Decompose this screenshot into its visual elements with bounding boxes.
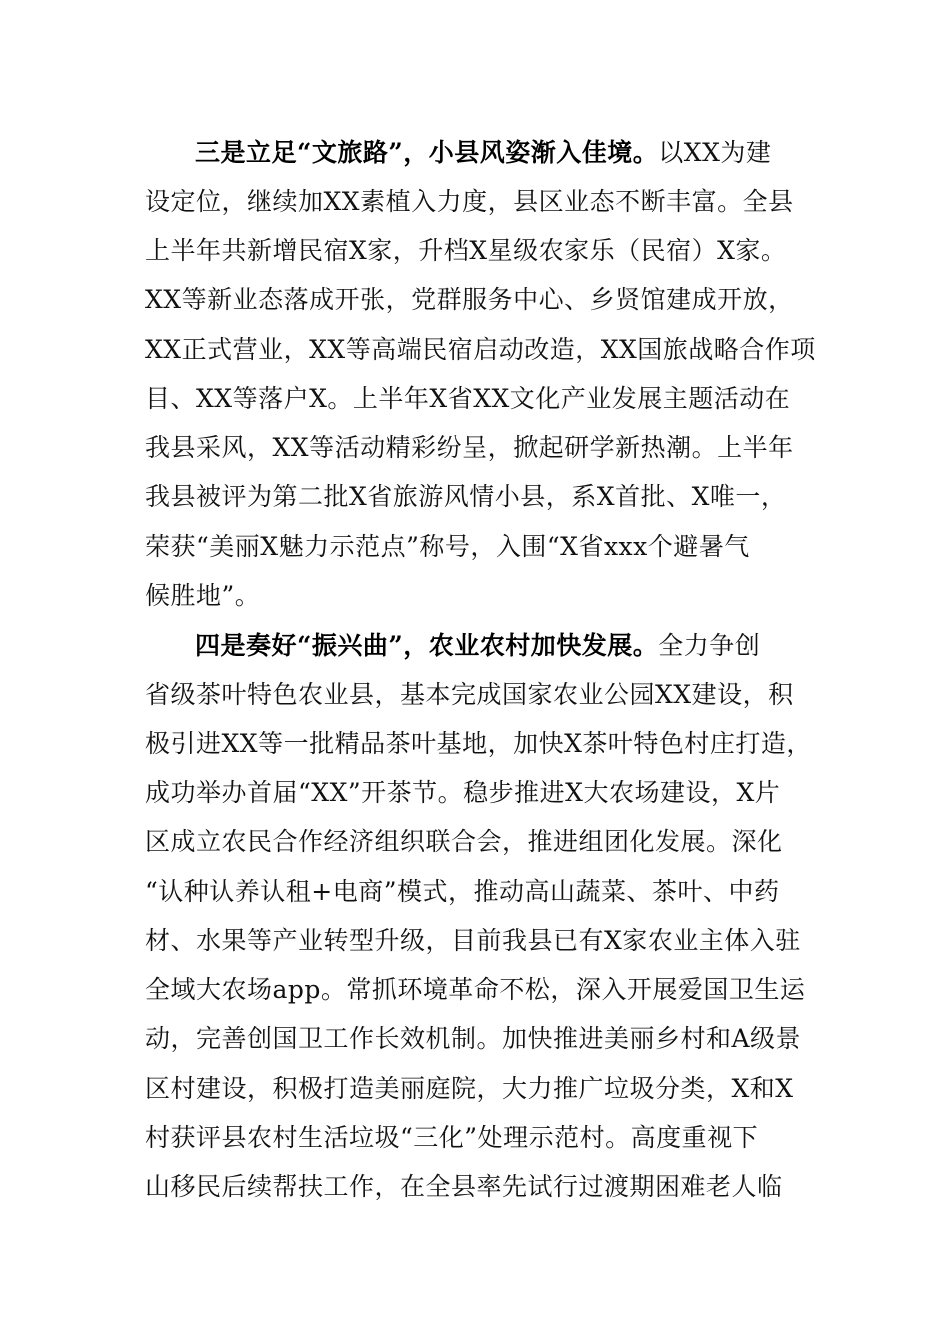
paragraph-2-line-8: 全域大农场app。常抓环境革命不松，深入开展爱国卫生运 <box>145 975 806 1004</box>
paragraph-2-line-1 <box>195 626 895 666</box>
paragraph-2-line-7: 材、水果等产业转型升级，目前我县已有X家农业主体入驻 <box>145 926 801 955</box>
paragraph-1-line-3: 上半年共新增民宿X家，升档X星级农家乐（民宿）X家。 <box>145 236 787 265</box>
paragraph-1-line-9: 荣获“美丽X魅力示范点”称号，入围“X省xxx个避暑气 <box>145 532 750 561</box>
paragraph-1-line-10: 候胜地”。 <box>145 581 261 610</box>
paragraph-2-line-1-text: 全力争创 <box>658 631 761 660</box>
paragraph-2-line-3: 极引进XX等一批精品茶叶基地，加快X茶叶特色村庄打造， <box>145 729 812 758</box>
paragraph-2-line-5: 区成立农民合作经济组织联合会，推进组团化发展。深化 <box>145 827 783 856</box>
paragraph-1-line-4: XX等新业态落成开张，党群服务中心、乡贤馆建成开放， <box>145 285 794 314</box>
paragraph-2-line-9: 动，完善创国卫工作长效机制。加快推进美丽乡村和A级景 <box>145 1024 802 1053</box>
paragraph-1-line-5: XX正式营业，XX等高端民宿启动改造，XX国旅战略合作项 <box>145 335 816 364</box>
paragraph-1-line-7: 我县采风，XX等活动精彩纷呈，掀起研学新热潮。上半年 <box>145 433 794 462</box>
paragraph-1-line-8: 我县被评为第二批X省旅游风情小县，系X首批、X唯一， <box>145 482 787 511</box>
paragraph-2-line-11: 村获评县农村生活垃圾“三化”处理示范村。高度重视下 <box>145 1123 759 1152</box>
paragraph-2-heading: 四是奏好“振兴曲”，农业农村加快发展。 <box>195 631 659 660</box>
paragraph-1-line-1-text: 以XX为建 <box>658 138 772 167</box>
paragraph-1-line-1 <box>195 133 895 173</box>
paragraph-2-line-12: 山移民后续帮扶工作，在全县率先试行过渡期困难老人临 <box>145 1172 783 1201</box>
paragraph-2-line-4: 成功举办首届“XX”开茶节。稳步推进X大农场建设，X片 <box>145 778 781 807</box>
paragraph-1-heading: 三是立足“文旅路”，小县风姿渐入佳境。 <box>195 138 659 167</box>
paragraph-2-line-2: 省级茶叶特色农业县，基本完成国家农业公园XX建设，积 <box>145 680 794 709</box>
paragraph-2-line-10: 区村建设，积极打造美丽庭院，大力推广垃圾分类，X和X <box>145 1074 794 1103</box>
paragraph-2-line-6: “认种认养认租+电商”模式，推动高山蔬菜、茶叶、中药 <box>145 877 780 906</box>
paragraph-1-line-6: 目、XX等落户X。上半年X省XX文化产业发展主题活动在 <box>145 384 791 413</box>
paragraph-1-line-2: 设定位，继续加XX素植入力度，县区业态不断丰富。全县 <box>145 187 794 216</box>
